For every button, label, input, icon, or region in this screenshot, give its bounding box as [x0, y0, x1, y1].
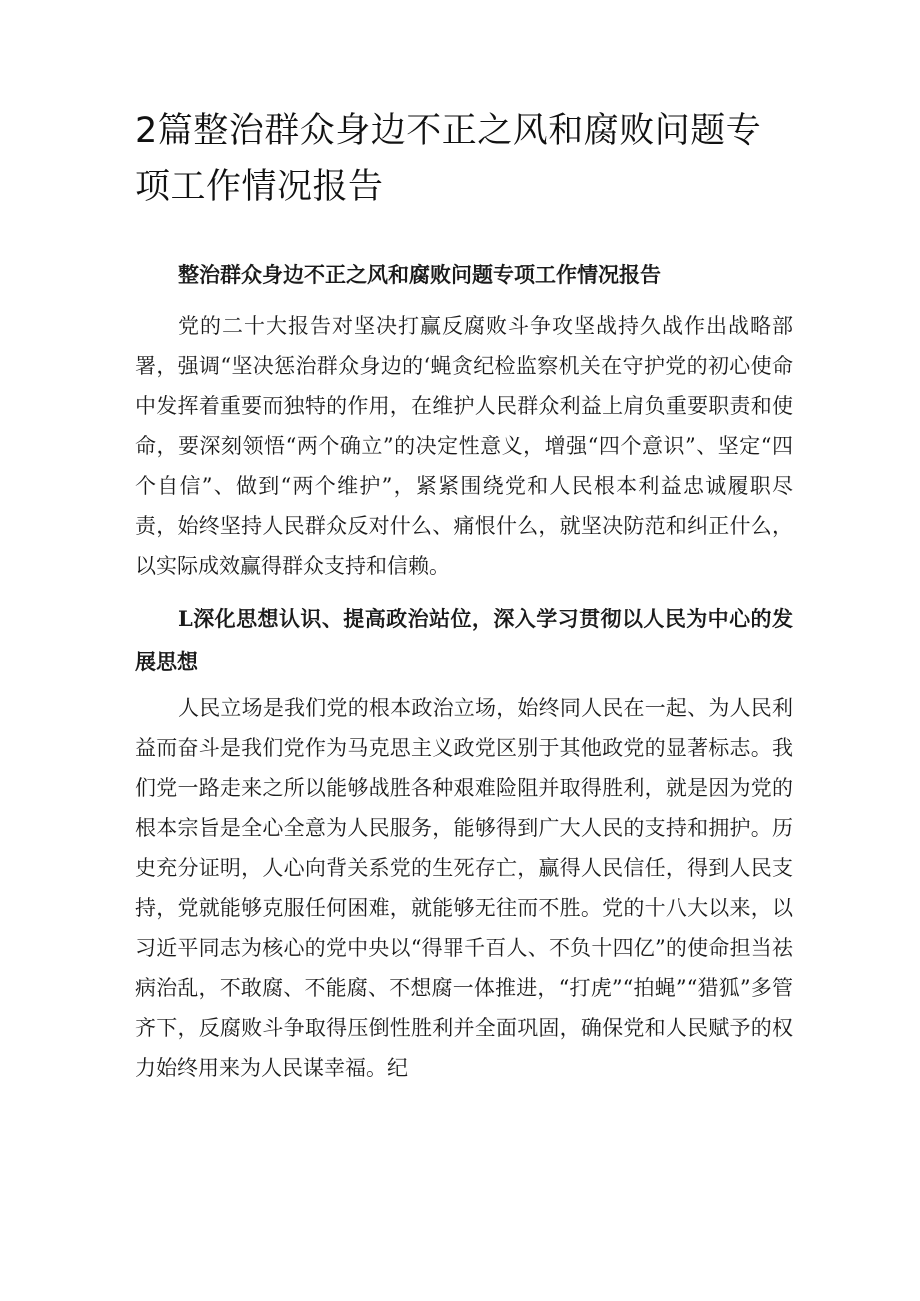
report-subtitle: 整治群众身边不正之风和腐败问题专项工作情况报告: [178, 262, 661, 287]
section-heading: L深化思想认识、提高政治站位，深入学习贯彻以人民为中心的发展思想: [135, 606, 793, 674]
body-paragraph: 人民立场是我们党的根本政治立场，始终同人民在一起、为人民利益而奋斗是我们党作为马克思主义政党区别于其他政党的显著标志。我们党一路走来之所以能够战胜各种艰难险阻并取得胜利，就是因为党的根本宗旨是全心全意为人民服务，能够得到广大人民的支持和拥护。历史充分证明，人心向背关系党的生死存亡，赢得人民信任，得到人民支持，党就能够克服任何困难，就能够无往而不胜。党的十八大以来，以习近平同志为核心的党中央以“得罪千百人、不负十四亿”的使命担当祛病治乱，不敢腐、不能腐、不想腐一体推进，“打虎”“拍蝇”“猎狐”多管齐下，反腐败斗争取得压倒性胜利并全面巩固，确保党和人民赋予的权力始终用来为人民谋幸福。纪: [135, 696, 793, 1080]
body-paragraph: 党的二十大报告对坚决打赢反腐败斗争攻坚战持久战作出战略部署，强调“坚决惩治群众身边的‘蝇贪纪检监察机关在守护党的初心使命中发挥着重要而独特的作用，在维护人民群众利益上肩负重要职责和使命，要深刻领悟“两个确立”的决定性意义，增强“四个意识”、坚定“四个自信”、做到“两个维护”，紧紧围绕党和人民根本利益忠诚履职尽责，始终坚持人民群众反对什么、痛恨什么，就坚决防范和纠正什么，以实际成效赢得群众支持和信赖。: [135, 314, 793, 578]
document-title: 2篇整治群众身边不正之风和腐败问题专项工作情况报告: [135, 111, 762, 207]
document-body: [135, 255, 793, 1092]
